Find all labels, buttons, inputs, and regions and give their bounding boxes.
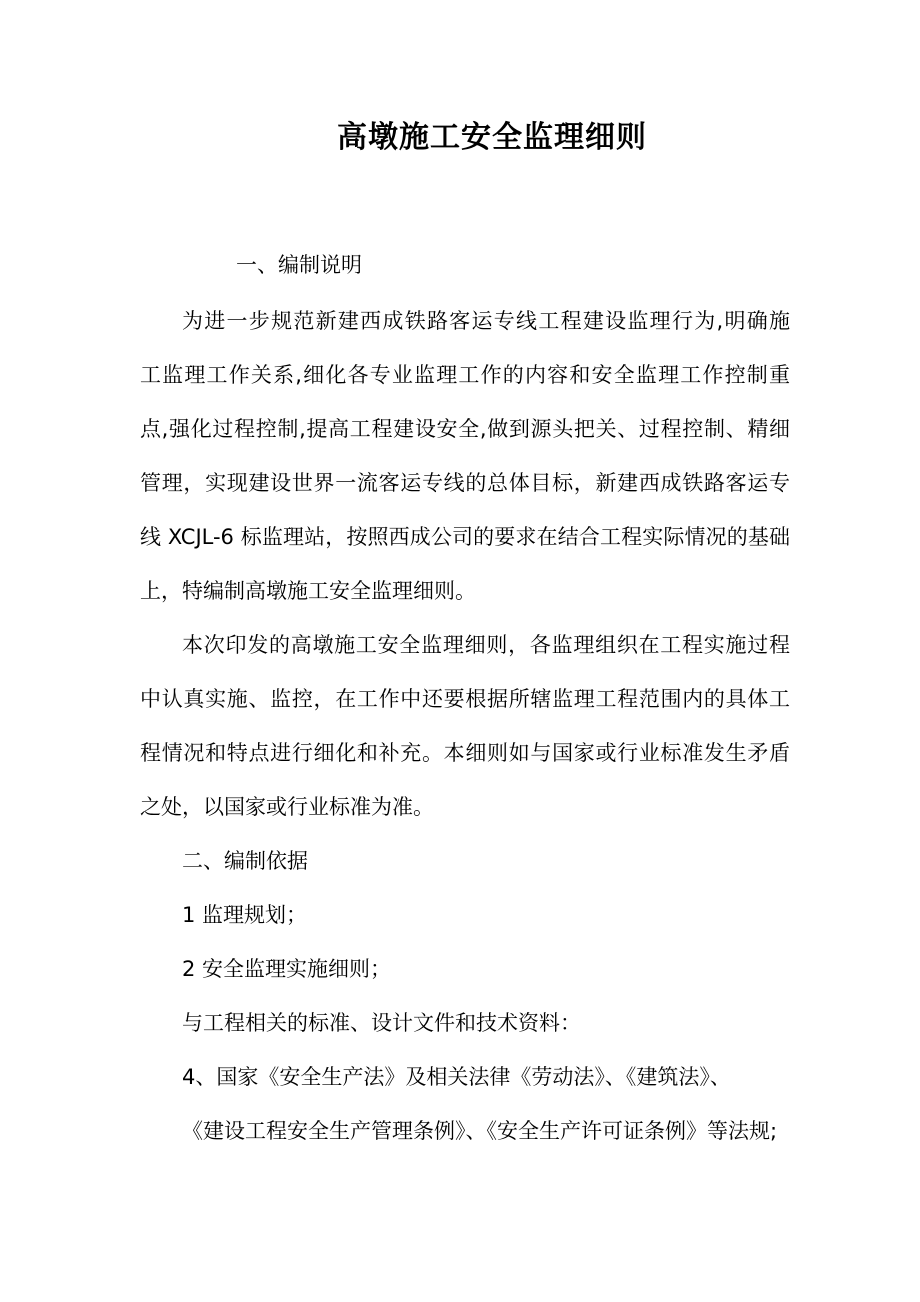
list-item: 4、国家《安全生产法》及相关法律《劳动法》、《建筑法》、 bbox=[182, 1065, 731, 1089]
paragraph-line: 上，特编制高墩施工安全监理细则。 bbox=[140, 579, 476, 603]
section-heading-2: 二、编制依据 bbox=[182, 849, 308, 873]
list-item-continuation: 《建设工程安全生产管理条例》、《安全生产许可证条例》等法规; bbox=[182, 1119, 778, 1143]
paragraph-line: 管理，实现建设世界一流客运专线的总体目标，新建西成铁路客运专 bbox=[140, 471, 790, 495]
paragraph-line: 工监理工作关系,细化各专业监理工作的内容和安全监理工作控制重 bbox=[140, 363, 790, 387]
paragraph-line: 点,强化过程控制,提高工程建设安全,做到源头把关、过程控制、精细 bbox=[140, 417, 790, 441]
list-item: 1 监理规划； bbox=[182, 903, 308, 927]
list-item: 2 安全监理实施细则； bbox=[182, 957, 392, 981]
document-title: 高墩施工安全监理细则 bbox=[337, 120, 647, 155]
paragraph-line: 本次印发的高墩施工安全监理细则，各监理组织在工程实施过程 bbox=[182, 633, 790, 657]
paragraph-line: 为进一步规范新建西成铁路客运专线工程建设监理行为,明确施 bbox=[182, 309, 790, 333]
paragraph-line: 中认真实施、监控，在工作中还要根据所辖监理工程范围内的具体工 bbox=[140, 687, 790, 711]
paragraph-line: 程情况和特点进行细化和补充。本细则如与国家或行业标准发生矛盾 bbox=[140, 741, 790, 765]
paragraph-line: 线 XCJL-6 标监理站，按照西成公司的要求在结合工程实际情况的基础 bbox=[140, 525, 790, 549]
list-item: 与工程相关的标准、设计文件和技术资料： bbox=[182, 1011, 581, 1035]
paragraph-line: 之处，以国家或行业标准为准。 bbox=[140, 795, 434, 819]
section-heading-1: 一、编制说明 bbox=[236, 253, 362, 277]
